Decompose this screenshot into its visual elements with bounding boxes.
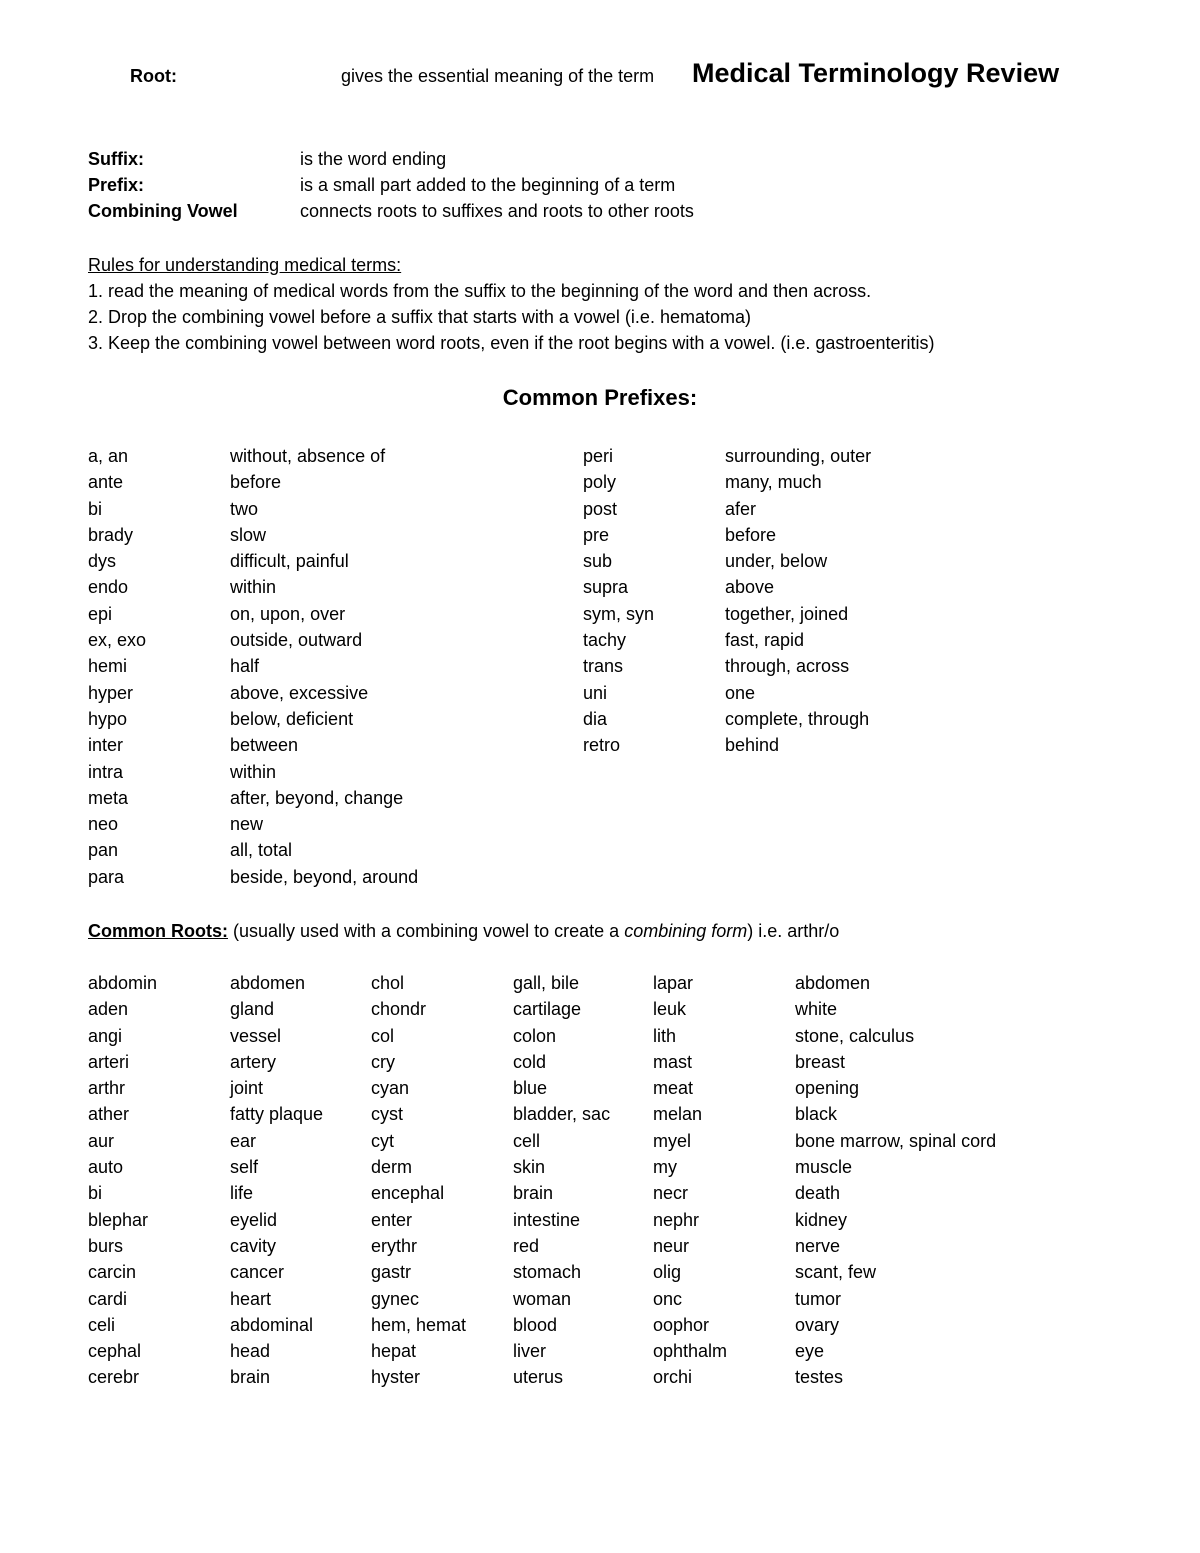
term-meaning: together, joined <box>725 603 849 624</box>
term: epi <box>88 603 113 624</box>
term: nephr <box>653 1209 700 1230</box>
term-meaning: above, excessive <box>230 682 369 703</box>
term: hepat <box>371 1341 417 1362</box>
term: oophor <box>653 1314 710 1335</box>
term: meat <box>653 1078 694 1099</box>
term: pre <box>583 524 610 545</box>
term: col <box>371 1025 395 1046</box>
definition-term: Prefix: <box>88 175 145 195</box>
term: onc <box>653 1288 683 1309</box>
term: poly <box>583 472 617 493</box>
term: melan <box>653 1104 703 1125</box>
term-meaning: under, below <box>725 551 828 572</box>
term: chol <box>371 973 405 993</box>
term-meaning: without, absence of <box>230 446 386 466</box>
term: cyst <box>371 1104 404 1125</box>
term-meaning: intestine <box>513 1209 581 1230</box>
term-meaning: blood <box>513 1314 558 1335</box>
term-meaning: after, beyond, change <box>230 787 404 808</box>
rules-section <box>88 252 1128 356</box>
roots-note <box>228 921 839 941</box>
roots-header <box>88 918 839 944</box>
term: ophthalm <box>653 1341 728 1362</box>
term-meaning: fatty plaque <box>230 1104 324 1125</box>
definition-text: connects roots to suffixes and roots to other roots <box>300 201 694 221</box>
term: carcin <box>88 1262 137 1283</box>
term-meaning: many, much <box>725 472 822 493</box>
term: endo <box>88 577 129 598</box>
rule-item: 1. read the meaning of medical words from the suffix to the beginning of the word and then across. <box>88 281 872 301</box>
root-label: Root: <box>130 66 177 86</box>
term: ex, exo <box>88 630 147 651</box>
term: mast <box>653 1051 693 1072</box>
term: orchi <box>653 1367 693 1388</box>
term: neo <box>88 814 119 835</box>
term-meaning: beside, beyond, around <box>230 866 419 887</box>
term-meaning: black <box>795 1104 838 1125</box>
term: enter <box>371 1209 413 1230</box>
term: abdomin <box>88 973 158 993</box>
term-meaning: abdomen <box>230 973 306 993</box>
term-meaning: colon <box>513 1025 557 1046</box>
term-meaning: artery <box>230 1051 277 1072</box>
term-meaning: half <box>230 656 260 677</box>
term-meaning: bone marrow, spinal cord <box>795 1130 997 1151</box>
term-meaning: cartilage <box>513 999 582 1020</box>
term: hypo <box>88 708 128 729</box>
term: derm <box>371 1157 413 1178</box>
term-meaning: one <box>725 682 756 703</box>
document-title: Medical Terminology Review <box>692 58 1060 88</box>
term: pan <box>88 840 119 861</box>
term-meaning: brain <box>230 1367 271 1388</box>
term: neur <box>653 1235 690 1256</box>
term-meaning: cell <box>513 1130 541 1151</box>
term: ather <box>88 1104 130 1125</box>
term: cardi <box>88 1288 128 1309</box>
term-meaning: abdominal <box>230 1314 314 1335</box>
term-meaning: above <box>725 577 775 598</box>
term: hyster <box>371 1367 421 1388</box>
term-meaning: between <box>230 735 299 756</box>
term: burs <box>88 1235 124 1256</box>
root-definition: gives the essential meaning of the term <box>341 66 655 86</box>
term-meaning: brain <box>513 1183 554 1204</box>
term: lith <box>653 1025 677 1046</box>
term-meaning: tumor <box>795 1288 842 1309</box>
term: trans <box>583 656 624 677</box>
term-meaning: through, across <box>725 656 850 677</box>
term-meaning: stone, calculus <box>795 1025 915 1046</box>
term-meaning: testes <box>795 1367 844 1388</box>
term: sub <box>583 551 613 572</box>
term: lapar <box>653 973 694 993</box>
term: myel <box>653 1130 692 1151</box>
term-meaning: bladder, sac <box>513 1104 611 1125</box>
term: olig <box>653 1262 682 1283</box>
header-row <box>0 58 1200 92</box>
term-meaning: on, upon, over <box>230 603 346 624</box>
term: bi <box>88 498 103 519</box>
definition-term: Suffix: <box>88 149 144 169</box>
term-meaning: self <box>230 1157 259 1178</box>
term: meta <box>88 787 129 808</box>
term-meaning: vessel <box>230 1025 282 1046</box>
term: sym, syn <box>583 603 655 624</box>
term-meaning: complete, through <box>725 708 870 729</box>
term: arteri <box>88 1051 130 1072</box>
rule-item: 2. Drop the combining vowel before a suffix that starts with a vowel (i.e. hematoma) <box>88 307 751 327</box>
term-meaning: difficult, painful <box>230 551 349 572</box>
term: erythr <box>371 1235 418 1256</box>
term: arthr <box>88 1078 126 1099</box>
roots-note-text: (usually used with a combining vowel to create a <box>227 921 625 941</box>
term: necr <box>653 1183 689 1204</box>
term-meaning: abdomen <box>795 973 871 993</box>
term: supra <box>583 577 629 598</box>
term-meaning: outside, outward <box>230 630 363 651</box>
term: gynec <box>371 1288 420 1309</box>
term-meaning: cavity <box>230 1235 277 1256</box>
term-meaning: skin <box>513 1157 546 1178</box>
term-meaning: life <box>230 1183 254 1204</box>
term-meaning: red <box>513 1235 540 1256</box>
term-meaning: death <box>795 1183 841 1204</box>
term: cyt <box>371 1130 395 1151</box>
term-meaning: slow <box>230 524 267 545</box>
term-meaning: nerve <box>795 1235 841 1256</box>
term: uni <box>583 682 608 703</box>
term: auto <box>88 1157 124 1178</box>
term-meaning: white <box>795 999 838 1020</box>
term: hyper <box>88 682 134 703</box>
term-meaning: stomach <box>513 1262 582 1283</box>
term-meaning: within <box>230 761 277 782</box>
term: encephal <box>371 1183 445 1204</box>
term-meaning: behind <box>725 735 780 756</box>
term-meaning: eye <box>795 1341 825 1362</box>
term-meaning: eyelid <box>230 1209 278 1230</box>
term-meaning: afer <box>725 498 757 519</box>
term-meaning: gland <box>230 999 275 1020</box>
term: dys <box>88 551 117 572</box>
term-meaning: fast, rapid <box>725 630 805 651</box>
term-meaning: scant, few <box>795 1262 877 1283</box>
term-meaning: ear <box>230 1130 257 1151</box>
term: bi <box>88 1183 103 1204</box>
term-meaning: liver <box>513 1341 547 1362</box>
term-meaning: opening <box>795 1078 860 1099</box>
term: aden <box>88 999 129 1020</box>
term: celi <box>88 1314 116 1335</box>
term-meaning: gall, bile <box>513 973 580 993</box>
rules-heading: Rules for understanding medical terms: <box>88 255 402 275</box>
term: blephar <box>88 1209 149 1230</box>
term-meaning: breast <box>795 1051 846 1072</box>
term-meaning: within <box>230 577 277 598</box>
term: cry <box>371 1051 395 1072</box>
roots-note-end: ) i.e. arthr/o <box>747 921 840 941</box>
term: chondr <box>371 999 427 1020</box>
term: para <box>88 866 125 887</box>
term: retro <box>583 735 621 756</box>
term: gastr <box>371 1262 412 1283</box>
term: inter <box>88 735 124 756</box>
term: cephal <box>88 1341 142 1362</box>
term-meaning: woman <box>513 1288 572 1309</box>
term-meaning: head <box>230 1341 271 1362</box>
term-meaning: cancer <box>230 1262 285 1283</box>
definition-term: Combining Vowel <box>88 201 238 221</box>
term: hem, hemat <box>371 1314 467 1335</box>
term: my <box>653 1157 677 1178</box>
term-meaning: cold <box>513 1051 547 1072</box>
term: intra <box>88 761 124 782</box>
term-meaning: new <box>230 814 264 835</box>
term: ante <box>88 472 124 493</box>
term-meaning: before <box>230 472 282 493</box>
term-meaning: uterus <box>513 1367 564 1388</box>
term-meaning: blue <box>513 1078 548 1099</box>
term: a, an <box>88 446 129 466</box>
roots-title: Common Roots: <box>88 921 228 941</box>
term: post <box>583 498 618 519</box>
term: angi <box>88 1025 123 1046</box>
definition-text: is a small part added to the beginning of a term <box>300 175 676 195</box>
term-meaning: muscle <box>795 1157 853 1178</box>
term-meaning: below, deficient <box>230 708 354 729</box>
term-meaning: all, total <box>230 840 293 861</box>
roots-note-italic: combining form <box>624 921 748 941</box>
term-meaning: before <box>725 524 777 545</box>
term-meaning: heart <box>230 1288 272 1309</box>
rule-item: 3. Keep the combining vowel between word roots, even if the root begins with a vowel. (i.e. gastroenteritis) <box>88 333 935 353</box>
definition-text: is the word ending <box>300 149 447 169</box>
prefixes-heading: Common Prefixes: <box>502 385 698 410</box>
term-meaning: kidney <box>795 1209 848 1230</box>
term: cerebr <box>88 1367 140 1388</box>
term: peri <box>583 446 614 466</box>
term-meaning: joint <box>230 1078 264 1099</box>
term-meaning: ovary <box>795 1314 840 1335</box>
term: brady <box>88 524 134 545</box>
term: dia <box>583 708 608 729</box>
term: cyan <box>371 1078 410 1099</box>
term: tachy <box>583 630 627 651</box>
term: aur <box>88 1130 115 1151</box>
term: leuk <box>653 999 687 1020</box>
term-meaning: two <box>230 498 259 519</box>
term-meaning: surrounding, outer <box>725 446 872 466</box>
term: hemi <box>88 656 128 677</box>
